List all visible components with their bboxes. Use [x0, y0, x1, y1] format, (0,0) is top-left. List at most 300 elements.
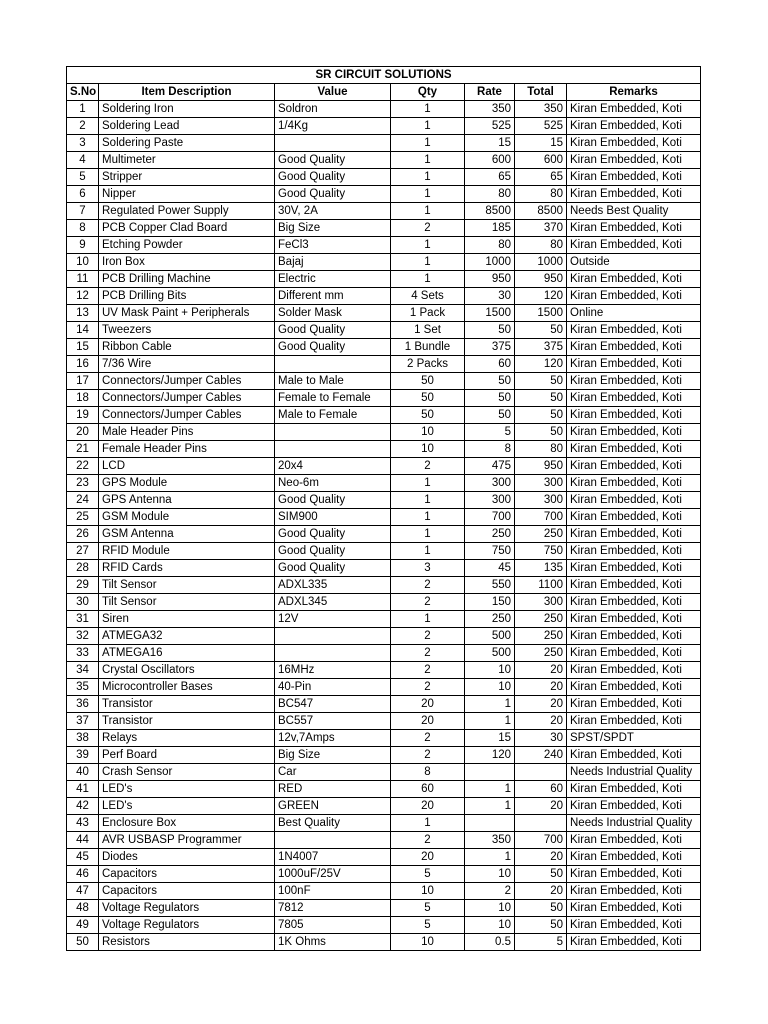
table-row — [67, 747, 701, 764]
cell-rate: 350 — [465, 832, 515, 849]
cell-remarks: Kiran Embedded, Koti — [567, 713, 701, 730]
table-row — [67, 934, 701, 951]
header-total: Total — [515, 84, 567, 101]
cell-qty: 2 — [391, 577, 465, 594]
cell-total: 120 — [515, 288, 567, 305]
cell-remarks: Kiran Embedded, Koti — [567, 883, 701, 900]
cell-qty: 20 — [391, 798, 465, 815]
cell-rate: 250 — [465, 526, 515, 543]
cell-sno: 4 — [67, 152, 99, 169]
cell-sno: 10 — [67, 254, 99, 271]
cell-rate: 50 — [465, 373, 515, 390]
cell-sno: 25 — [67, 509, 99, 526]
cell-rate: 50 — [465, 322, 515, 339]
cell-qty: 20 — [391, 713, 465, 730]
cell-value: 16MHz — [275, 662, 391, 679]
cell-item-description: Transistor — [99, 696, 275, 713]
cell-qty: 1 — [391, 509, 465, 526]
cell-value: 7812 — [275, 900, 391, 917]
cell-rate: 500 — [465, 628, 515, 645]
cell-sno: 16 — [67, 356, 99, 373]
cell-remarks: Needs Industrial Quality — [567, 764, 701, 781]
cell-rate: 250 — [465, 611, 515, 628]
table-row — [67, 169, 701, 186]
cell-total: 60 — [515, 781, 567, 798]
cell-total: 20 — [515, 883, 567, 900]
cell-remarks: Kiran Embedded, Koti — [567, 424, 701, 441]
table-row — [67, 118, 701, 135]
cell-remarks: Kiran Embedded, Koti — [567, 509, 701, 526]
cell-item-description: Male Header Pins — [99, 424, 275, 441]
table-row — [67, 186, 701, 203]
table-row — [67, 798, 701, 815]
header-qty: Qty — [391, 84, 465, 101]
cell-sno: 49 — [67, 917, 99, 934]
cell-remarks: Kiran Embedded, Koti — [567, 747, 701, 764]
cell-remarks: Kiran Embedded, Koti — [567, 577, 701, 594]
cell-qty: 1 — [391, 492, 465, 509]
cell-item-description: Connectors/Jumper Cables — [99, 373, 275, 390]
cell-total: 600 — [515, 152, 567, 169]
cell-item-description: Crash Sensor — [99, 764, 275, 781]
cell-value: BC557 — [275, 713, 391, 730]
cell-sno: 29 — [67, 577, 99, 594]
cell-total: 50 — [515, 866, 567, 883]
cell-qty: 2 — [391, 645, 465, 662]
cell-rate: 700 — [465, 509, 515, 526]
cell-item-description: Female Header Pins — [99, 441, 275, 458]
cell-item-description: RFID Module — [99, 543, 275, 560]
cell-remarks: Kiran Embedded, Koti — [567, 101, 701, 118]
cell-item-description: 7/36 Wire — [99, 356, 275, 373]
cell-total: 50 — [515, 424, 567, 441]
cell-remarks: Kiran Embedded, Koti — [567, 781, 701, 798]
cell-rate: 1 — [465, 798, 515, 815]
cell-qty: 50 — [391, 373, 465, 390]
cell-qty: 3 — [391, 560, 465, 577]
cell-rate: 600 — [465, 152, 515, 169]
table-row — [67, 645, 701, 662]
cell-sno: 35 — [67, 679, 99, 696]
cell-qty: 1 — [391, 118, 465, 135]
cell-remarks: Needs Best Quality — [567, 203, 701, 220]
cell-sno: 38 — [67, 730, 99, 747]
table-row — [67, 815, 701, 832]
cell-remarks: Kiran Embedded, Koti — [567, 356, 701, 373]
cell-item-description: Diodes — [99, 849, 275, 866]
cell-item-description: LED's — [99, 781, 275, 798]
cell-remarks: Kiran Embedded, Koti — [567, 152, 701, 169]
cell-sno: 11 — [67, 271, 99, 288]
cell-total: 65 — [515, 169, 567, 186]
cell-total: 50 — [515, 900, 567, 917]
table-row — [67, 237, 701, 254]
cell-qty: 1 — [391, 237, 465, 254]
cell-sno: 37 — [67, 713, 99, 730]
cell-rate: 1 — [465, 781, 515, 798]
cell-item-description: Voltage Regulators — [99, 917, 275, 934]
cell-value: 7805 — [275, 917, 391, 934]
table-row — [67, 832, 701, 849]
cell-rate: 15 — [465, 730, 515, 747]
cell-rate: 500 — [465, 645, 515, 662]
cell-remarks: Kiran Embedded, Koti — [567, 526, 701, 543]
cell-item-description: Connectors/Jumper Cables — [99, 390, 275, 407]
cell-total: 5 — [515, 934, 567, 951]
cell-remarks: Kiran Embedded, Koti — [567, 135, 701, 152]
cell-sno: 28 — [67, 560, 99, 577]
cell-remarks: Kiran Embedded, Koti — [567, 696, 701, 713]
cell-remarks: Kiran Embedded, Koti — [567, 118, 701, 135]
cell-remarks: Kiran Embedded, Koti — [567, 339, 701, 356]
table-row — [67, 883, 701, 900]
cell-rate: 10 — [465, 900, 515, 917]
cell-sno: 32 — [67, 628, 99, 645]
cell-item-description: Ribbon Cable — [99, 339, 275, 356]
cell-remarks: Kiran Embedded, Koti — [567, 849, 701, 866]
cell-total: 250 — [515, 628, 567, 645]
cell-total: 15 — [515, 135, 567, 152]
cell-qty: 1 Pack — [391, 305, 465, 322]
cell-total: 250 — [515, 645, 567, 662]
cell-total: 20 — [515, 849, 567, 866]
cell-value: BC547 — [275, 696, 391, 713]
cell-rate: 30 — [465, 288, 515, 305]
cell-sno: 50 — [67, 934, 99, 951]
table-row — [67, 781, 701, 798]
cell-qty: 1 Bundle — [391, 339, 465, 356]
table-row — [67, 288, 701, 305]
cell-item-description: Tilt Sensor — [99, 577, 275, 594]
cell-remarks: Kiran Embedded, Koti — [567, 492, 701, 509]
cell-sno: 18 — [67, 390, 99, 407]
table-row — [67, 560, 701, 577]
cell-value: 20x4 — [275, 458, 391, 475]
cell-remarks: Kiran Embedded, Koti — [567, 543, 701, 560]
cell-qty: 10 — [391, 424, 465, 441]
cell-remarks: SPST/SPDT — [567, 730, 701, 747]
cell-item-description: Tilt Sensor — [99, 594, 275, 611]
cell-total: 135 — [515, 560, 567, 577]
cell-qty: 1 — [391, 135, 465, 152]
cell-total: 50 — [515, 407, 567, 424]
cell-qty: 1 — [391, 254, 465, 271]
cell-rate: 10 — [465, 866, 515, 883]
cell-qty: 2 — [391, 628, 465, 645]
table-row — [67, 424, 701, 441]
cell-rate — [465, 815, 515, 832]
cell-value: Different mm — [275, 288, 391, 305]
cell-rate: 5 — [465, 424, 515, 441]
header-remarks: Remarks — [567, 84, 701, 101]
cell-remarks: Kiran Embedded, Koti — [567, 373, 701, 390]
cell-qty: 60 — [391, 781, 465, 798]
table-row — [67, 441, 701, 458]
cell-rate: 475 — [465, 458, 515, 475]
table-row — [67, 917, 701, 934]
table-row — [67, 509, 701, 526]
cell-total: 950 — [515, 271, 567, 288]
cell-sno: 20 — [67, 424, 99, 441]
cell-remarks: Kiran Embedded, Koti — [567, 594, 701, 611]
cell-remarks: Kiran Embedded, Koti — [567, 832, 701, 849]
cell-qty: 1 — [391, 101, 465, 118]
cell-item-description: Nipper — [99, 186, 275, 203]
table-row — [67, 611, 701, 628]
cell-sno: 31 — [67, 611, 99, 628]
cell-sno: 30 — [67, 594, 99, 611]
cell-rate: 60 — [465, 356, 515, 373]
cell-sno: 34 — [67, 662, 99, 679]
cell-remarks: Online — [567, 305, 701, 322]
cell-item-description: Iron Box — [99, 254, 275, 271]
cell-remarks: Kiran Embedded, Koti — [567, 458, 701, 475]
table-row — [67, 101, 701, 118]
cell-remarks: Kiran Embedded, Koti — [567, 390, 701, 407]
cell-item-description: GPS Module — [99, 475, 275, 492]
cell-total: 80 — [515, 441, 567, 458]
cell-item-description: PCB Copper Clad Board — [99, 220, 275, 237]
cell-remarks: Kiran Embedded, Koti — [567, 407, 701, 424]
cell-total: 20 — [515, 662, 567, 679]
cell-sno: 24 — [67, 492, 99, 509]
cell-rate — [465, 764, 515, 781]
cell-qty: 1 — [391, 271, 465, 288]
cell-value: ADXL345 — [275, 594, 391, 611]
cell-rate: 1 — [465, 696, 515, 713]
cell-rate: 8500 — [465, 203, 515, 220]
cell-total: 375 — [515, 339, 567, 356]
table-row — [67, 356, 701, 373]
cell-rate: 185 — [465, 220, 515, 237]
cell-value: Good Quality — [275, 169, 391, 186]
cell-value — [275, 356, 391, 373]
cell-sno: 36 — [67, 696, 99, 713]
table-row — [67, 713, 701, 730]
cell-item-description: ATMEGA16 — [99, 645, 275, 662]
table-row — [67, 135, 701, 152]
cell-rate: 80 — [465, 186, 515, 203]
cell-rate: 1500 — [465, 305, 515, 322]
cell-remarks: Kiran Embedded, Koti — [567, 662, 701, 679]
cell-remarks: Kiran Embedded, Koti — [567, 220, 701, 237]
cell-value: Neo-6m — [275, 475, 391, 492]
cell-rate: 750 — [465, 543, 515, 560]
table-row — [67, 271, 701, 288]
cell-rate: 80 — [465, 237, 515, 254]
cell-sno: 19 — [67, 407, 99, 424]
header-rate: Rate — [465, 84, 515, 101]
cell-item-description: GSM Antenna — [99, 526, 275, 543]
cell-value: SIM900 — [275, 509, 391, 526]
cell-value: ADXL335 — [275, 577, 391, 594]
cell-qty: 1 — [391, 186, 465, 203]
cell-qty: 1 — [391, 475, 465, 492]
cell-total: 50 — [515, 917, 567, 934]
cell-qty: 2 — [391, 679, 465, 696]
cell-value: Bajaj — [275, 254, 391, 271]
cell-sno: 22 — [67, 458, 99, 475]
cell-remarks: Kiran Embedded, Koti — [567, 441, 701, 458]
cell-total: 30 — [515, 730, 567, 747]
parts-table — [66, 66, 701, 951]
cell-item-description: LED's — [99, 798, 275, 815]
cell-sno: 39 — [67, 747, 99, 764]
cell-item-description: LCD — [99, 458, 275, 475]
cell-item-description: ATMEGA32 — [99, 628, 275, 645]
cell-remarks: Kiran Embedded, Koti — [567, 798, 701, 815]
cell-sno: 9 — [67, 237, 99, 254]
cell-rate: 45 — [465, 560, 515, 577]
cell-value: Big Size — [275, 747, 391, 764]
cell-qty: 5 — [391, 900, 465, 917]
cell-remarks: Kiran Embedded, Koti — [567, 271, 701, 288]
cell-item-description: Capacitors — [99, 866, 275, 883]
cell-sno: 3 — [67, 135, 99, 152]
cell-rate: 2 — [465, 883, 515, 900]
cell-item-description: AVR USBASP Programmer — [99, 832, 275, 849]
cell-total — [515, 815, 567, 832]
cell-item-description: UV Mask Paint + Peripherals — [99, 305, 275, 322]
cell-total: 50 — [515, 373, 567, 390]
cell-total: 20 — [515, 798, 567, 815]
cell-rate: 950 — [465, 271, 515, 288]
table-row — [67, 679, 701, 696]
table-row — [67, 543, 701, 560]
cell-qty: 10 — [391, 934, 465, 951]
cell-rate: 65 — [465, 169, 515, 186]
cell-sno: 17 — [67, 373, 99, 390]
cell-rate: 550 — [465, 577, 515, 594]
cell-sno: 27 — [67, 543, 99, 560]
cell-qty: 1 — [391, 543, 465, 560]
cell-item-description: Etching Powder — [99, 237, 275, 254]
cell-value: 1/4Kg — [275, 118, 391, 135]
cell-value: Car — [275, 764, 391, 781]
cell-item-description: GPS Antenna — [99, 492, 275, 509]
cell-sno: 15 — [67, 339, 99, 356]
cell-qty: 2 — [391, 662, 465, 679]
cell-value — [275, 832, 391, 849]
table-row — [67, 577, 701, 594]
table-row — [67, 152, 701, 169]
cell-value: Male to Female — [275, 407, 391, 424]
cell-rate: 1 — [465, 713, 515, 730]
cell-total: 250 — [515, 611, 567, 628]
cell-value: Soldron — [275, 101, 391, 118]
header-sno: S.No — [67, 84, 99, 101]
table-row — [67, 390, 701, 407]
cell-qty: 2 — [391, 458, 465, 475]
cell-value: 30V, 2A — [275, 203, 391, 220]
cell-value: Good Quality — [275, 543, 391, 560]
cell-sno: 21 — [67, 441, 99, 458]
cell-total: 750 — [515, 543, 567, 560]
cell-rate: 0.5 — [465, 934, 515, 951]
table-row — [67, 866, 701, 883]
cell-value: Good Quality — [275, 526, 391, 543]
cell-remarks: Kiran Embedded, Koti — [567, 934, 701, 951]
cell-remarks: Kiran Embedded, Koti — [567, 679, 701, 696]
cell-value: Best Quality — [275, 815, 391, 832]
cell-item-description: Connectors/Jumper Cables — [99, 407, 275, 424]
cell-value — [275, 135, 391, 152]
cell-qty: 2 — [391, 747, 465, 764]
cell-remarks: Kiran Embedded, Koti — [567, 900, 701, 917]
cell-value: Male to Male — [275, 373, 391, 390]
cell-qty: 2 — [391, 730, 465, 747]
cell-value: Solder Mask — [275, 305, 391, 322]
cell-qty: 1 — [391, 152, 465, 169]
cell-total: 50 — [515, 322, 567, 339]
table-row — [67, 339, 701, 356]
table-row — [67, 475, 701, 492]
cell-sno: 40 — [67, 764, 99, 781]
cell-item-description: Stripper — [99, 169, 275, 186]
table-row — [67, 492, 701, 509]
cell-sno: 47 — [67, 883, 99, 900]
cell-sno: 12 — [67, 288, 99, 305]
cell-remarks: Kiran Embedded, Koti — [567, 186, 701, 203]
cell-value: 100nF — [275, 883, 391, 900]
table-body — [67, 101, 701, 951]
cell-qty: 1 — [391, 815, 465, 832]
cell-item-description: Enclosure Box — [99, 815, 275, 832]
cell-sno: 33 — [67, 645, 99, 662]
cell-total: 300 — [515, 492, 567, 509]
cell-value: Good Quality — [275, 492, 391, 509]
cell-rate: 375 — [465, 339, 515, 356]
table-row — [67, 407, 701, 424]
cell-value — [275, 628, 391, 645]
cell-total: 20 — [515, 696, 567, 713]
cell-value: 1K Ohms — [275, 934, 391, 951]
table-row — [67, 730, 701, 747]
cell-item-description: Soldering Iron — [99, 101, 275, 118]
cell-item-description: Soldering Lead — [99, 118, 275, 135]
cell-item-description: Capacitors — [99, 883, 275, 900]
cell-rate: 300 — [465, 475, 515, 492]
table-row — [67, 628, 701, 645]
cell-sno: 7 — [67, 203, 99, 220]
cell-total: 8500 — [515, 203, 567, 220]
cell-remarks: Kiran Embedded, Koti — [567, 322, 701, 339]
cell-total: 300 — [515, 475, 567, 492]
sheet-title: SR CIRCUIT SOLUTIONS — [67, 67, 701, 84]
cell-total: 1000 — [515, 254, 567, 271]
cell-qty: 2 — [391, 220, 465, 237]
cell-rate: 50 — [465, 407, 515, 424]
header-item-description: Item Description — [99, 84, 275, 101]
cell-sno: 42 — [67, 798, 99, 815]
cell-rate: 8 — [465, 441, 515, 458]
cell-value: 1N4007 — [275, 849, 391, 866]
cell-value — [275, 441, 391, 458]
cell-value: GREEN — [275, 798, 391, 815]
cell-item-description: Voltage Regulators — [99, 900, 275, 917]
cell-value: 40-Pin — [275, 679, 391, 696]
cell-item-description: Relays — [99, 730, 275, 747]
cell-total — [515, 764, 567, 781]
cell-item-description: GSM Module — [99, 509, 275, 526]
cell-value: 12V — [275, 611, 391, 628]
cell-qty: 10 — [391, 883, 465, 900]
cell-sno: 1 — [67, 101, 99, 118]
cell-qty: 2 — [391, 594, 465, 611]
cell-qty: 10 — [391, 441, 465, 458]
cell-qty: 1 Set — [391, 322, 465, 339]
cell-sno: 23 — [67, 475, 99, 492]
